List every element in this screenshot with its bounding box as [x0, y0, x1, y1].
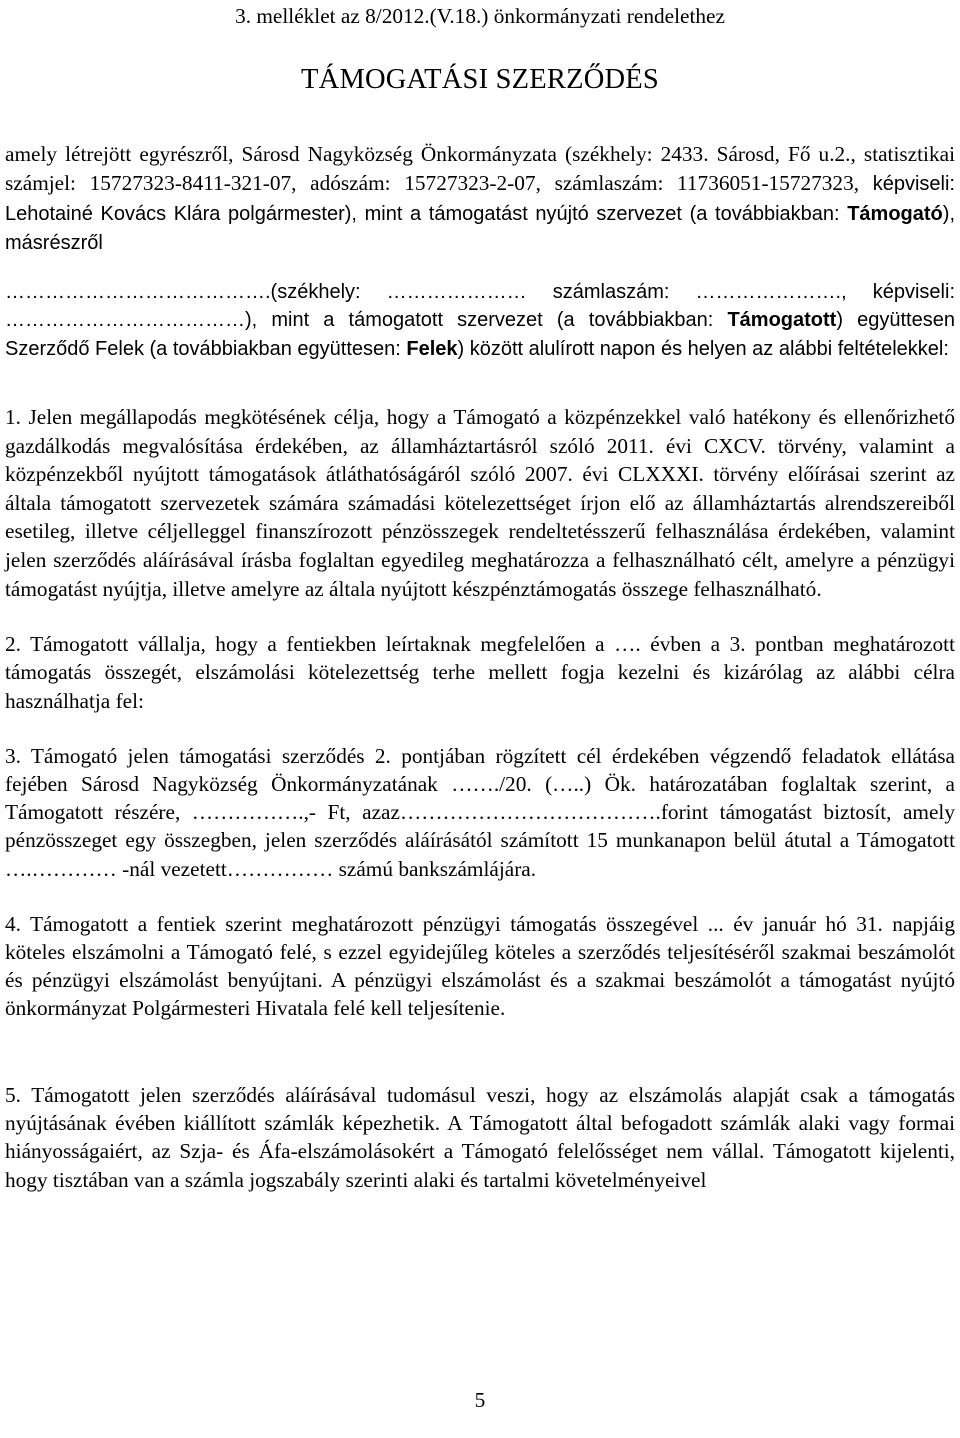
supported-details-text: ………………………………….(székhely: ………………… számlaszám: …………………., képviseli: ………………………………), mint a támogatott szervezet (a továbbiakban: [5, 281, 955, 332]
page-number: 5 [474, 1388, 486, 1412]
supporter-details-text: amely létrejött egyrészről, Sárosd Nagyközség Önkormányzata (székhely: 2433. Sárosd, Fő u.2., statisztikai számjel: 15727323-8411-321-07, adószám: 15727323-2-07, számlaszám: 11736051-15727323, [5, 142, 955, 195]
supporter-closing-text: ), másrészről [5, 202, 955, 255]
party-supporter-paragraph [5, 140, 955, 258]
section-5-invoices: 5. Támogatott jelen szerződés aláírásával tudomásul veszi, hogy az elszámolás alapját csak a támogatás nyújtásának évében kiállított számlák képezhetik. A Támogatott által befogadott számlák alaki vagy formai hiányosságaiért, az Szja- és Áfa-elszámolásokért a Támogató felelősséget nem vállal. Támogatott kijelenti, hogy tisztában van a számla jogszabály szerinti alaki és tartalmi követelményeivel [5, 1082, 955, 1192]
section-2-obligation: 2. Támogatott vállalja, hogy a fentiekben leírtaknak megfelelően a …. évben a 3. pontban meghatározott támogatás összegét, elszámolási kötelezettség terhe mellett fogja kezelni és kizárólag az alábbi célra használhatja fel: [5, 632, 955, 713]
section-4-settlement: 4. Támogatott a fentiek szerint meghatározott pénzügyi támogatás összegével ... év január hó 31. napjáig köteles elszámolni a Támogató felé, s ezzel egyidejűleg köteles a szerződés teljesítéséről szakmai beszámolót és pénzügyi elszámolást benyújtani. A pénzügyi elszámolást és a szakmai beszámolót a támogatást nyújtó önkormányzat Polgármesteri Hivatala felé kell teljesítenie. [5, 911, 955, 1021]
document-page [5, 0, 955, 1412]
regulation-annex-note: 3. melléklet az 8/2012.(V.18.) önkormányzati rendelethez [235, 4, 725, 28]
section-3-funding: 3. Támogató jelen támogatási szerződés 2. pontjában rögzített cél érdekében végzendő feladatok ellátása fejében Sárosd Nagyközség Önkormányzatának ……./20. (…..) Ök. határozatában foglaltak szerint, a Támogatott részére, …………….,- Ft, azaz……………………………….forint támogatást biztosít, amely pénzösszeget egy összegben, jelen szerződés aláírásától számított 15 munkanapon belül átutal a Támogatott ….………… -nál vezetett…………… számú bankszámlájára. [5, 743, 955, 881]
parties-closing-text: ) között alulírott napon és helyen az alábbi feltételekkel: [457, 337, 949, 360]
parties-joint-text: ) együttesen Szerződő Felek (a továbbiakban együttesen: [5, 309, 955, 360]
party-supported-paragraph [5, 278, 955, 363]
parties-defined-term: Felek [406, 337, 458, 360]
supported-defined-term: Támogatott [727, 309, 837, 332]
section-1-purpose: 1. Jelen megállapodás megkötésének célja, hogy a Támogató a közpénzekkel való hatékony és ellenőrizhető gazdálkodás megvalósítása érdekében, az államháztartásról szóló 2011. évi CXCV. törvény, valamint a közpénzekből nyújtott támogatások átláthatóságáról szóló 2007. évi CLXXXI. törvény előírásai szerint az általa támogatott szervezetek számára számadási kötelezettséget írjon elő az államháztartás alrendszereiből esetileg, illetve céljelleggel finanszírozott pénzösszegek rendeltetésszerű felhasználása érdekében, valamint jelen szerződés aláírásával írásba foglaltan egyedileg meghatározza a felhasználható célt, amelyre a pénzügyi támogatást nyújtja, illetve amelyre az általa nyújtott készpénztámogatás összege felhasználható. [5, 405, 955, 601]
document-title: TÁMOGATÁSI SZERZŐDÉS [301, 64, 659, 95]
supporter-defined-term: Támogató [847, 202, 943, 225]
supporter-representative-text: képviseli: Lehotainé Kovács Klára polgármester), mint a támogatást nyújtó szervezet (a továbbiakban: [5, 172, 955, 225]
